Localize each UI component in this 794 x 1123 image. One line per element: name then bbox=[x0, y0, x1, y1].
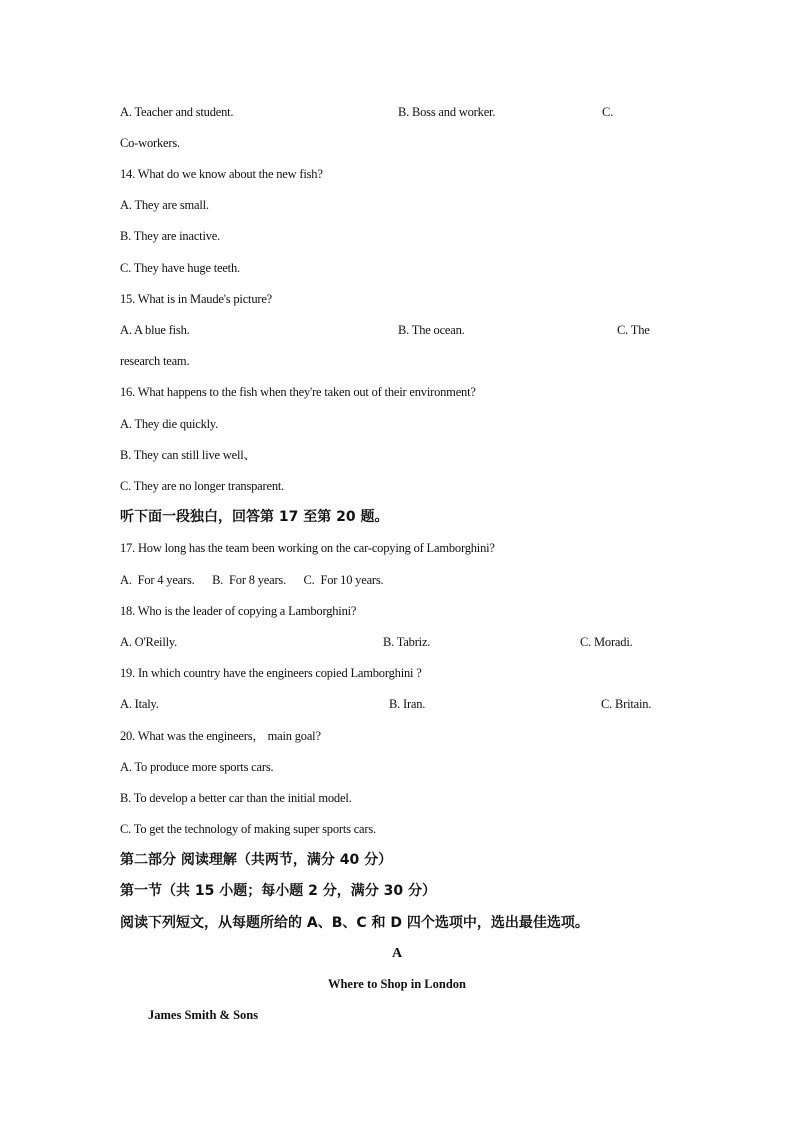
q18-option-c: C. Moradi. bbox=[580, 635, 633, 649]
q16-option-b: B. They can still live well、 bbox=[120, 448, 256, 462]
q20-option-b: B. To develop a better car than the initial model. bbox=[120, 791, 352, 805]
q19-option-b: B. Iran. bbox=[389, 697, 426, 711]
q13-option-a: A. Teacher and student. bbox=[120, 105, 234, 119]
q13-option-c-text: Co-workers. bbox=[120, 136, 180, 150]
q19-question: 19. In which country have the engineers copied Lamborghini ? bbox=[120, 666, 422, 680]
q15-option-a: A. A blue fish. bbox=[120, 323, 190, 337]
q14-option-a: A. They are small. bbox=[120, 198, 209, 212]
reading-instructions: 阅读下列短文，从每题所给的 A、B、C 和 D 四个选项中，选出最佳选项。 bbox=[120, 915, 589, 931]
q15-question: 15. What is in Maude's picture? bbox=[120, 292, 273, 306]
q13-option-c-letter: C. bbox=[602, 105, 614, 119]
q16-option-a: A. They die quickly. bbox=[120, 417, 219, 431]
q20-question: 20. What was the engineers， main goal? bbox=[120, 729, 321, 743]
q14-option-b: B. They are inactive. bbox=[120, 229, 221, 243]
q16-question: 16. What happens to the fish when they're taken out of their environment? bbox=[120, 385, 476, 399]
q16-option-c: C. They are no longer transparent. bbox=[120, 479, 285, 493]
q17-options: A. For 4 years. B. For 8 years. C. For 10 years. bbox=[120, 573, 384, 587]
section-heading-17-20: 听下面一段独白，回答第 17 至第 20 题。 bbox=[120, 509, 389, 525]
q20-option-c: C. To get the technology of making super sports cars. bbox=[120, 822, 376, 836]
q17-question: 17. How long has the team been working on the car-copying of Lamborghini? bbox=[120, 541, 495, 555]
q13-option-b: B. Boss and worker. bbox=[398, 105, 496, 119]
q20-option-a: A. To produce more sports cars. bbox=[120, 760, 274, 774]
q14-question: 14. What do we know about the new fish? bbox=[120, 167, 323, 181]
q15-option-c: C. The bbox=[617, 323, 650, 337]
q18-question: 18. Who is the leader of copying a Lamborghini? bbox=[120, 604, 357, 618]
section1-title: 第一节（共 15 小题；每小题 2 分，满分 30 分） bbox=[120, 883, 436, 899]
q14-option-c: C. They have huge teeth. bbox=[120, 261, 240, 275]
q18-option-b: B. Tabriz. bbox=[383, 635, 431, 649]
passage-title: Where to Shop in London bbox=[327, 977, 466, 991]
q15-option-c-text: research team. bbox=[120, 354, 190, 368]
part2-title: 第二部分 阅读理解（共两节，满分 40 分） bbox=[120, 852, 393, 868]
q15-option-b: B. The ocean. bbox=[398, 323, 465, 337]
shop-name-james-smith: James Smith & Sons bbox=[148, 1008, 259, 1022]
passage-letter: A bbox=[391, 946, 403, 961]
q19-option-a: A. Italy. bbox=[120, 697, 159, 711]
q18-option-a: A. O'Reilly. bbox=[120, 635, 178, 649]
q19-option-c: C. Britain. bbox=[601, 697, 652, 711]
